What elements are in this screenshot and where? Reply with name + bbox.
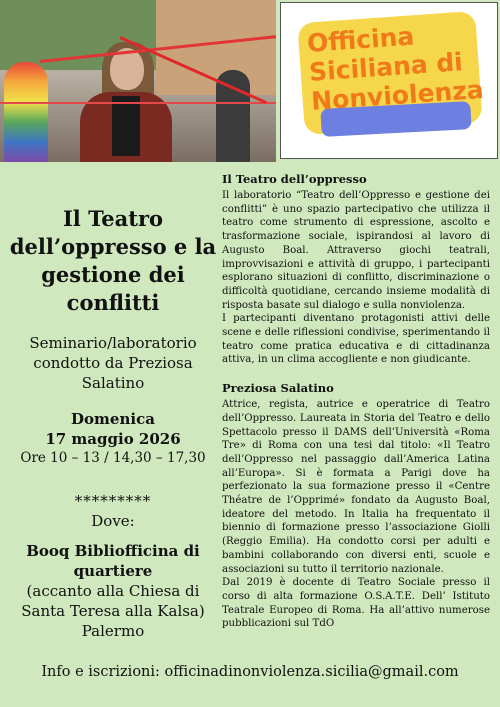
photo-shirt [112,96,140,156]
photo-red-ribbon [0,102,276,104]
section-salatino-paragraph: Attrice, regista, autrice e operatrice di Teatro dell’Oppresso. Laureata in Storia del Teatro e dello Spettacolo presso il DAMS dell’Università «Roma Tre» di Roma con una tesi dal titolo: «Il Teatro dell’Oppresso nel passaggio dall’America Latina all’Europa». Si è formata a Parigi dove ha perfezionato la sua formazione presso il «Centre Théatre de l’Opprimé» fondato da Augusto Boal, ideatore del metodo. In Italia ha frequentato il biennio di formazione presso l’associazione Giolli (Reggio Emilia). Ha condotto corsi per adulti e bambini collaborando con diversi enti, scuole e associazioni su tutto il territorio nazionale. [222,399,490,575]
contact-info: Info e iscrizioni: officinadinonviolenza.sicilia@gmail.com [41,664,459,680]
event-info-column [8,205,218,641]
section-title-salatino: Preziosa Salatino [222,381,334,396]
event-date: 17 maggio 2026 [45,430,181,448]
description-column [222,172,490,631]
logo-text [306,17,485,116]
event-subtitle: Seminario/laboratorio condotto da Preziosa Salatino [29,334,197,392]
logo-line: Officina [306,21,416,58]
event-title: Il Teatro dell’oppresso e la gestione dei conflitti [9,206,217,315]
section-salatino-paragraph: Dal 2019 è docente di Teatro Sociale presso il corso di alta formazione O.S.A.T.E. Dell’ Istituto Teatrale Europeo di Roma. Ha all’attivo numerose pubblicazioni sul TdO [222,577,490,630]
event-photo [0,0,276,162]
section-teatro-paragraph: Il laboratorio “Teatro dell’Oppresso e gestione dei conflitti” è uno spazio partecipativo che utilizza il teatro come strumento di espressione, ascolto e trasformazione sociale, ispirandosi al lavoro di Augusto Boal. Attraverso giochi teatrali, improvvisazioni e attività di gruppo, i partecipanti esplorano situazioni di conflitto, discriminazione o difficoltà quotidiane, cercando insieme modalità di risposta basate sul dialogo e sulla nonviolenza. [222,190,490,311]
location-label: Dove: [91,512,135,530]
logo [280,2,498,159]
photo-person-rainbow [4,62,48,162]
section-teatro-paragraph: I partecipanti diventano protagonisti attivi delle scene e delle riflessioni condivise, sperimentando il teatro come pratica educativa e di cittadinanza attiva, in un clima accogliente e non giudicante. [222,313,490,366]
separator-stars: ********* [74,492,152,510]
event-day: Domenica [71,410,155,428]
logo-line: Siciliana di [308,47,464,87]
venue-address: (accanto alla Chiesa di Santa Teresa alla Kalsa) Palermo [21,582,205,640]
venue-name: Booq Bibliofficina di quartiere [26,542,200,580]
event-time: Ore 10 – 13 / 14,30 – 17,30 [20,450,206,466]
section-title-teatro: Il Teatro dell’oppresso [222,172,367,186]
logo-line: Nonviolenza [310,74,485,116]
